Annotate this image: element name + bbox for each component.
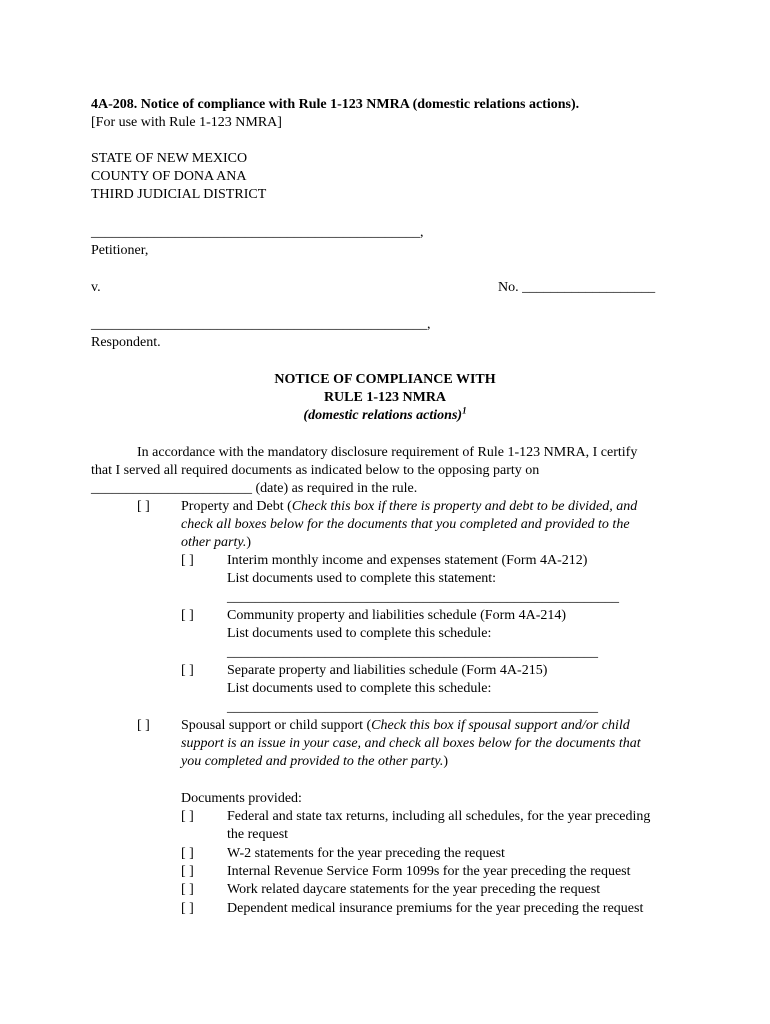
community-property-sub: List documents used to complete this schedule: (227, 626, 492, 641)
property-debt-checkbox[interactable]: [ ] (137, 499, 150, 514)
separate-property-sub: List documents used to complete this schedule: (227, 681, 492, 696)
separate-property-label: Separate property and liabilities schedule (Form 4A-215) (227, 663, 548, 678)
support-checkbox[interactable]: [ ] (137, 718, 150, 733)
community-property-checkbox[interactable]: [ ] (181, 608, 194, 623)
intro-line1: In accordance with the mandatory disclosure requirement of Rule 1-123 NMRA, I certify (137, 445, 638, 460)
tax-returns-label-cont: the request (227, 827, 289, 842)
notice-heading-line2: RULE 1-123 NMRA (323, 390, 447, 405)
respondent-label: Respondent. (91, 335, 161, 350)
case-number-field[interactable]: No. ___________________ (498, 280, 656, 295)
respondent-name-line[interactable]: ________________________________________________, (91, 317, 431, 332)
property-debt-label: Property and Debt (Check this box if there is property and debt to be divided, and (181, 499, 638, 514)
interim-statement-checkbox[interactable]: [ ] (181, 553, 194, 568)
form-subtitle: [For use with Rule 1-123 NMRA] (91, 115, 282, 130)
medical-insurance-label: Dependent medical insurance premiums for the year preceding the request (227, 901, 644, 916)
separate-property-checkbox[interactable]: [ ] (181, 663, 194, 678)
property-debt-instructions-line3: other party.) (181, 535, 252, 550)
documents-provided-label: Documents provided: (181, 791, 302, 806)
tax-returns-label: Federal and state tax returns, including all schedules, for the year preceding (227, 809, 651, 824)
w2-label: W-2 statements for the year preceding the request (227, 846, 505, 861)
court-district: THIRD JUDICIAL DISTRICT (91, 187, 267, 202)
separate-property-docs-line[interactable]: _____________________________________________________ (227, 700, 598, 715)
community-property-label: Community property and liabilities schedule (Form 4A-214) (227, 608, 567, 623)
notice-heading-line1: NOTICE OF COMPLIANCE WITH (274, 372, 496, 387)
form-1099-label: Internal Revenue Service Form 1099s for the year preceding the request (227, 864, 631, 879)
daycare-label: Work related daycare statements for the year preceding the request (227, 882, 601, 897)
form-title: 4A-208. Notice of compliance with Rule 1-123 NMRA (domestic relations actions). (91, 97, 580, 112)
w2-checkbox[interactable]: [ ] (181, 846, 194, 861)
interim-statement-sub: List documents used to complete this statement: (227, 571, 497, 586)
intro-line2: that I served all required documents as indicated below to the opposing party on (91, 463, 540, 478)
support-instructions-line2: support is an issue in your case, and check all boxes below for the documents that (181, 736, 641, 751)
court-state: STATE OF NEW MEXICO (91, 151, 248, 166)
interim-statement-label: Interim monthly income and expenses statement (Form 4A-212) (227, 553, 588, 568)
daycare-checkbox[interactable]: [ ] (181, 882, 194, 897)
tax-returns-checkbox[interactable]: [ ] (181, 809, 194, 824)
property-debt-instructions-line2: check all boxes below for the documents that you completed and provided to the (181, 517, 630, 532)
interim-statement-docs-line[interactable]: ________________________________________________________ (227, 590, 619, 605)
versus-label: v. (91, 280, 101, 295)
form-1099-checkbox[interactable]: [ ] (181, 864, 194, 879)
petitioner-name-line[interactable]: _______________________________________________, (91, 225, 424, 240)
footnote-marker: 1 (462, 405, 467, 416)
petitioner-label: Petitioner, (91, 243, 149, 258)
intro-date-line[interactable]: _______________________ (date) as required in the rule. (91, 481, 418, 496)
support-instructions-line3: you completed and provided to the other party.) (181, 754, 448, 769)
medical-insurance-checkbox[interactable]: [ ] (181, 901, 194, 916)
support-label: Spousal support or child support (Check this box if spousal support and/or child (181, 718, 630, 733)
community-property-docs-line[interactable]: _____________________________________________________ (227, 645, 598, 660)
court-county: COUNTY OF DONA ANA (91, 169, 247, 184)
notice-heading-line3: (domestic relations actions)$^1$ (303, 405, 467, 423)
